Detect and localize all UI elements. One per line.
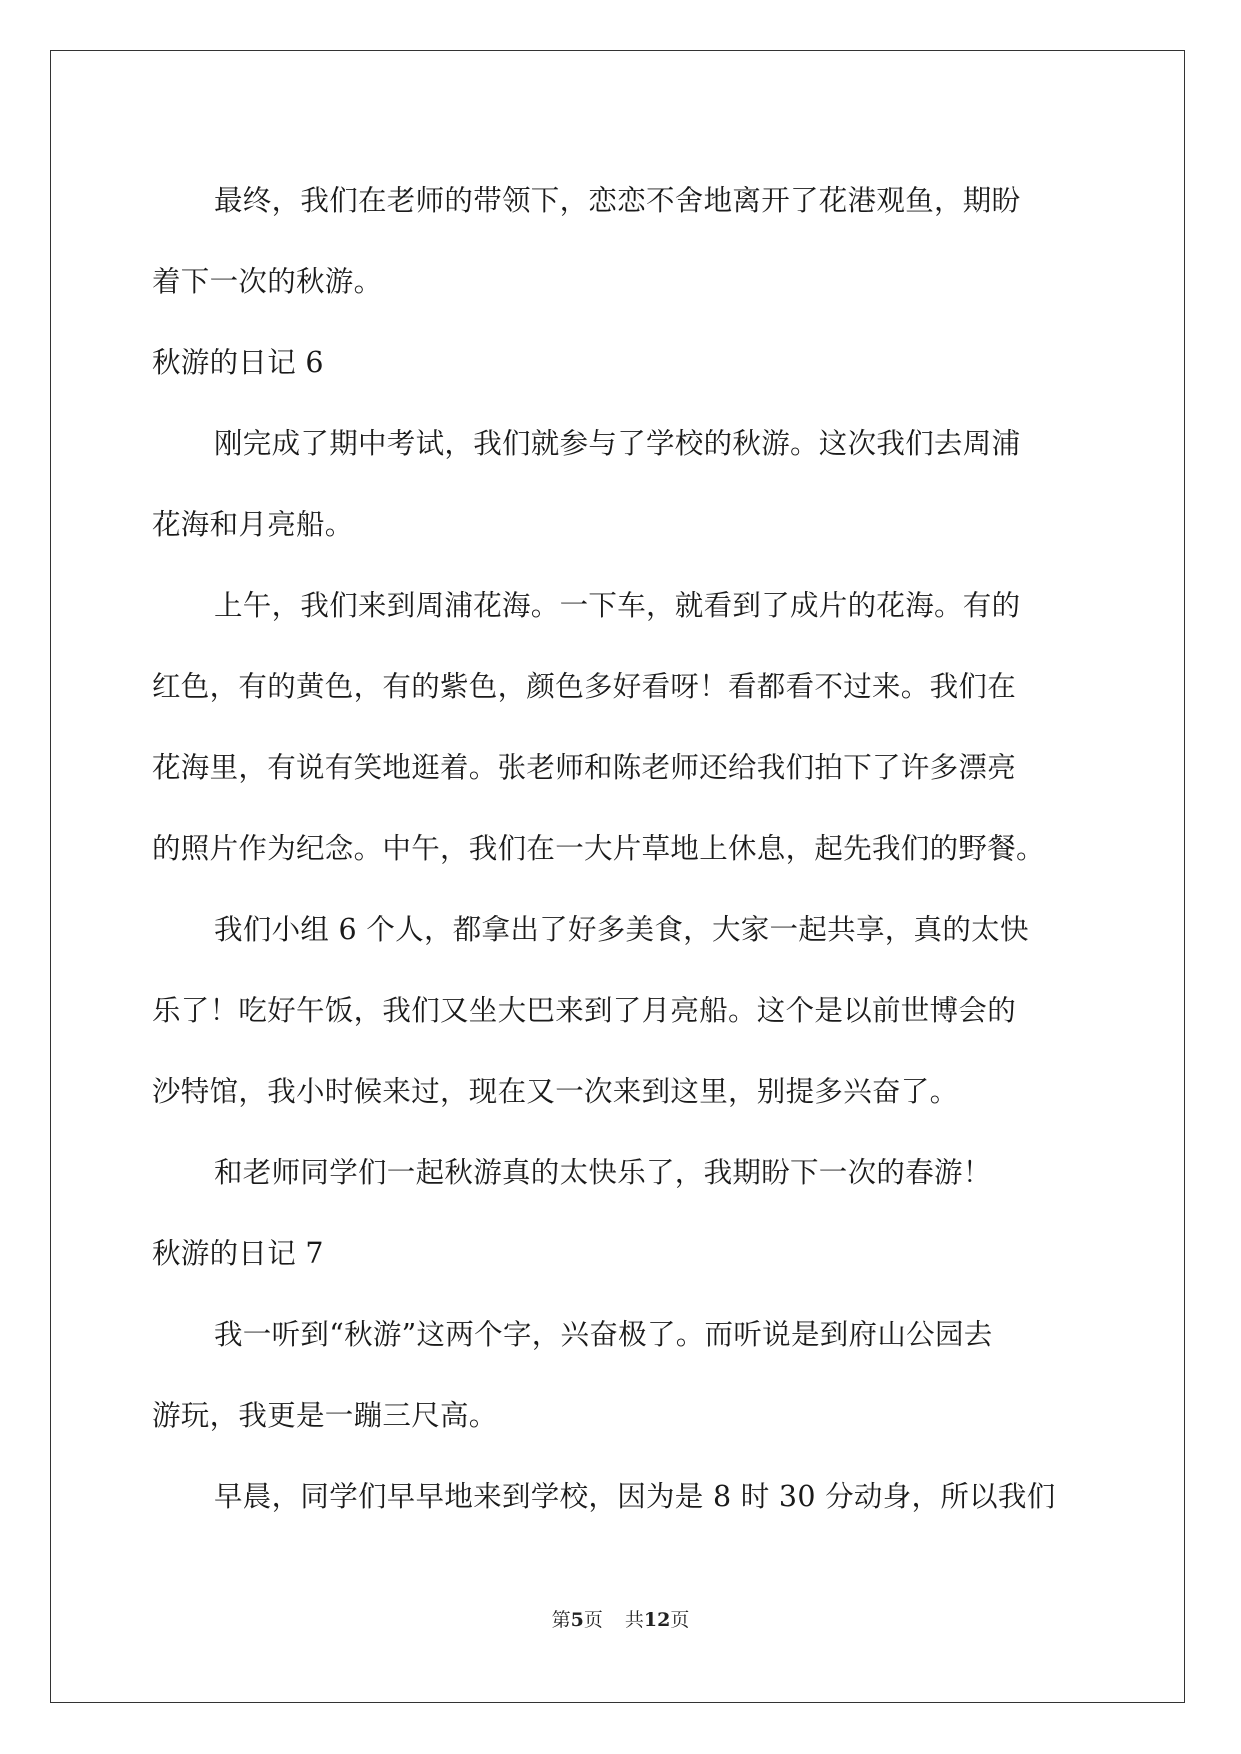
text-line: 最终，我们在老师的带领下，恋恋不舍地离开了花港观鱼，期盼: [214, 184, 1021, 217]
text-line: 花海里，有说有笑地逛着。张老师和陈老师还给我们拍下了许多漂亮: [152, 751, 1017, 784]
text-line: 早晨，同学们早早地来到学校，因为是 8 时 30 分动身，所以我们: [214, 1480, 1056, 1513]
text-line: 上午，我们来到周浦花海。一下车，就看到了成片的花海。有的: [214, 589, 1021, 622]
text-line: 的照片作为纪念。中午，我们在一大片草地上休息，起先我们的野餐。: [152, 832, 1045, 865]
text-line: 刚完成了期中考试，我们就参与了学校的秋游。这次我们去周浦: [214, 427, 1021, 460]
document-body: [152, 160, 1092, 1537]
total-page-number: 12: [643, 1609, 671, 1631]
text-line: 沙特馆，我小时候来过，现在又一次来到这里，别提多兴奋了。: [152, 1075, 959, 1108]
total-suffix: 页: [670, 1609, 690, 1631]
text-line: 红色，有的黄色，有的紫色，颜色多好看呀！看都看不过来。我们在: [152, 670, 1017, 703]
text-line: 着下一次的秋游。: [152, 265, 383, 298]
total-prefix: 共: [624, 1609, 644, 1631]
page-footer: [0, 1605, 1241, 1632]
page-suffix: 页: [583, 1609, 603, 1631]
current-page-number: 5: [570, 1609, 584, 1631]
text-line: 我一听到“秋游”这两个字，兴奋极了。而听说是到府山公园去: [214, 1318, 993, 1351]
section-heading: 秋游的日记 7: [152, 1237, 324, 1270]
page-prefix: 第: [551, 1609, 571, 1631]
section-heading: 秋游的日记 6: [152, 346, 324, 379]
text-line: 乐了！吃好午饭，我们又坐大巴来到了月亮船。这个是以前世博会的: [152, 994, 1017, 1027]
text-line: 和老师同学们一起秋游真的太快乐了，我期盼下一次的春游！: [214, 1156, 992, 1189]
text-line: 游玩，我更是一蹦三尺高。: [152, 1399, 498, 1432]
text-line: 花海和月亮船。: [152, 508, 354, 541]
text-line: 我们小组 6 个人，都拿出了好多美食，大家一起共享，真的太快: [214, 913, 1029, 946]
